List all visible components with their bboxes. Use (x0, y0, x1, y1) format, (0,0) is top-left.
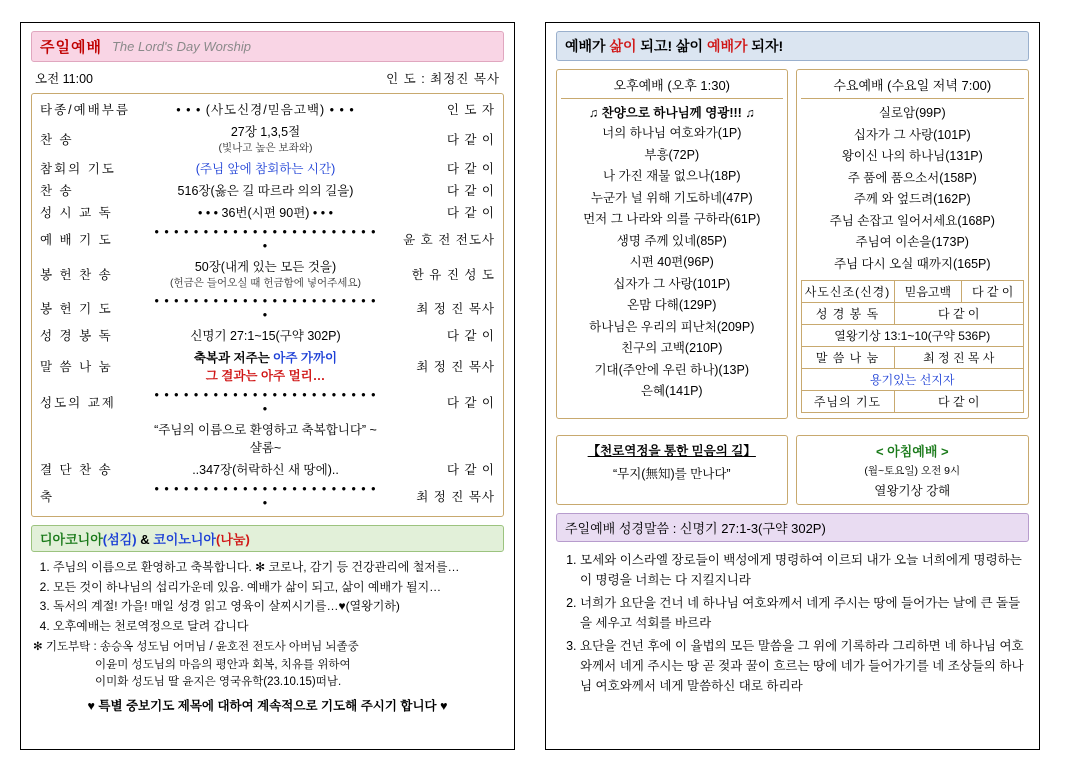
order-person: 다 같 이 (446, 206, 495, 220)
motto-bar (556, 31, 1029, 61)
wed-person: 다 같 이 (962, 281, 1024, 303)
order-label: 찬 송 (40, 132, 74, 147)
order-label: 참회의 기도 (40, 162, 116, 176)
list-item: 주 품에 품으소서(158P) (847, 170, 977, 185)
order-person: 다 같 이 (446, 463, 495, 477)
order-label: 성도의 교제 (40, 396, 116, 410)
list-item: 친구의 고백(210P) (621, 341, 723, 355)
order-person: 최 정 진 목사 (416, 302, 495, 316)
wed-person: 최 정 진 목 사 (894, 347, 1024, 369)
order-person: 최 정 진 목사 (416, 490, 495, 504)
order-person (381, 418, 497, 458)
order-content: (주님 앞에 참회하는 시간) (195, 162, 336, 176)
worship-title-korean: 주일예배 (40, 39, 102, 56)
order-content: • • • (사도신경/믿음고백) • • • (176, 103, 355, 117)
worship-subline (35, 69, 500, 87)
list-item: 3. 독서의 계절! 가을! 매일 성경 읽고 영육이 살찌시기를…♥(열왕기하) (53, 597, 502, 616)
afternoon-hymn-list (561, 123, 783, 403)
order-label: 성 시 교 독 (40, 206, 113, 220)
table-row (38, 324, 497, 346)
amp-label: & (136, 532, 154, 547)
order-label: 결 단 찬 송 (40, 463, 113, 477)
table-row (38, 386, 497, 418)
list-item: 4. 오후예배는 천로역정으로 달려 갑니다 (53, 617, 502, 636)
list-item: 십자가 그 사랑(101P) (613, 276, 731, 291)
list-item: 주님 다시 오실 때까지(165P) (833, 256, 991, 271)
list-item: 2. 너희가 요단을 건너 네 하나님 여호와께서 네게 주시는 땅에 들어가는 날에 큰 돌들을 세우고 석회를 바르라 (580, 593, 1027, 633)
order-label: 찬 송 (40, 184, 74, 198)
order-content (150, 120, 381, 157)
morning-service-time: (월~토요일) 오전 9시 (864, 465, 961, 477)
wed-middle: 믿음고백 (894, 281, 962, 303)
list-item: 누군가 널 위해 기도하네(47P) (590, 190, 753, 205)
diakonia-label: 디아코니아 (40, 532, 103, 547)
worship-title-english: The Lord's Day Worship (111, 39, 252, 54)
table-row (801, 391, 1024, 413)
list-item: 하나님은 우리의 피난처(209P) (589, 319, 755, 334)
wednesday-service-header: 수요예배 (수요일 저녁 7:00) (801, 75, 1025, 99)
order-content-main: 50장(내게 있는 모든 것을) (194, 260, 337, 274)
list-item: 실로암(99P) (878, 106, 946, 120)
order-person: 인 도 자 (446, 103, 495, 117)
order-label: 축 (40, 490, 55, 504)
table-row (38, 157, 497, 179)
order-of-worship-box (31, 93, 504, 517)
list-item: 1. 주님의 이름으로 환영하고 축복합니다. ✻ 코로나, 감기 등 건강관리에 철저를… (53, 558, 502, 577)
list-item: 왕이신 나의 하나님(131P) (841, 149, 983, 163)
bottom-boxes-row (556, 427, 1029, 505)
list-item: 부흥(72P) (644, 147, 700, 162)
list-item: 은혜(141P) (640, 384, 703, 398)
afternoon-service-box (556, 69, 788, 419)
table-row (38, 418, 497, 458)
list-item: 시편 40편(96P) (629, 255, 714, 269)
prayer-request-line: 이미화 성도님 딸 윤지은 영국유학(23.10.15)떠남. (95, 675, 342, 688)
motto-highlight2: 예배가 (706, 38, 748, 54)
order-label: 봉 헌 찬 송 (40, 267, 113, 282)
special-prayer-note: ♥ 특별 중보기도 제목에 대하여 계속적으로 기도해 주시기 합니다 ♥ (87, 699, 448, 714)
table-row (801, 347, 1024, 369)
table-row (801, 303, 1024, 325)
order-label: 예 배 기 도 (40, 233, 113, 247)
list-item: 나 가진 재물 없으나(18P) (602, 169, 741, 183)
wednesday-order-table (801, 280, 1025, 413)
wed-sermon-title: 용기있는 선지자 (801, 369, 1024, 391)
table-row (38, 120, 497, 157)
praise-line: ♫ 찬양으로 하나님께 영광!!! ♫ (588, 106, 755, 120)
order-content: 516장(옳은 길 따르라 의의 길을) (177, 184, 354, 198)
table-row (38, 201, 497, 223)
table-row (38, 223, 497, 255)
koinonia-sub: (나눔) (216, 532, 250, 547)
order-content: 신명기 27:1~15(구약 302P) (190, 329, 341, 343)
prayer-request-line: 송승옥 성도님 어머님 / 윤호전 전도사 아버님 뇌졸중 (99, 641, 359, 654)
wednesday-hymn-list (801, 103, 1025, 275)
worship-title-bar (31, 31, 504, 62)
list-item: 주께 와 엎드려(162P) (853, 192, 971, 206)
list-item: 생명 주께 있네(85P) (616, 233, 727, 248)
order-label: 타종/예배부름 (40, 103, 130, 117)
right-column (545, 22, 1040, 750)
table-row (38, 458, 497, 480)
order-label: 봉 헌 기 도 (40, 302, 113, 316)
worship-leader: 인 도 : 최정진 목사 (386, 72, 500, 86)
table-row (38, 98, 497, 120)
motto-part1: 예배가 (565, 38, 610, 54)
table-row (38, 480, 497, 512)
morning-service-text: 열왕기상 강해 (874, 484, 951, 498)
table-row (38, 255, 497, 292)
sermon-title-line2: 그 결과는 아주 멀리… (205, 369, 326, 383)
list-item: 주님 손잡고 일어서세요(168P) (829, 213, 995, 228)
wednesday-service-box (796, 69, 1030, 419)
order-label (38, 418, 150, 458)
table-row (801, 369, 1024, 391)
list-item: 3. 요단을 건넌 후에 이 율법의 모든 말씀을 그 위에 기록하라 그리하면 네 하나님 여호와께서 네게 주시는 땅 곧 젖과 꿀이 흐르는 땅에 네가 들어가기를 네 조상들의 하나님 여호와께서 네게 말씀하신 대로 하리라 (580, 636, 1027, 696)
order-content: • • • • • • • • • • • • • • • • • • • • • • • • (154, 225, 377, 253)
table-row (38, 346, 497, 386)
list-item: 온맘 다해(129P) (627, 298, 717, 312)
pilgrims-progress-box (556, 435, 788, 505)
announcements (33, 558, 502, 717)
worship-time: 오전 11:00 (35, 72, 93, 86)
list-item: 기대(주안에 우린 하나)(13P) (594, 362, 749, 377)
order-of-worship-table (38, 98, 497, 512)
scripture-bar: 주일예배 성경말씀 : 신명기 27:1-3(구약 302P) (556, 513, 1029, 542)
order-content: • • • • • • • • • • • • • • • • • • • • • • • • (154, 482, 377, 510)
list-item: 십자가 그 사랑(101P) (853, 127, 971, 142)
order-content: ..347장(허락하신 새 땅에).. (192, 463, 339, 477)
table-row (38, 179, 497, 201)
order-label: 성 경 봉 독 (40, 329, 113, 343)
order-content (150, 255, 381, 292)
list-item: 너의 하나님 여호와가(1P) (602, 126, 742, 140)
services-row (556, 69, 1029, 419)
table-row (801, 281, 1024, 303)
pilgrims-progress-title: 【천로역정을 통한 믿음의 길】 (587, 444, 756, 458)
diakonia-sub: (섬김) (102, 532, 137, 547)
order-person: 다 같 이 (446, 184, 495, 198)
left-column (20, 22, 515, 750)
order-content (150, 346, 381, 386)
wed-label: 말 씀 나 눔 (801, 347, 894, 369)
order-content: “주님의 이름으로 환영하고 축복합니다” ~샬롬~ (154, 423, 377, 455)
prayer-request-label: ✻ 기도부탁 : (33, 641, 97, 654)
order-label: 말 씀 나 눔 (40, 360, 113, 374)
table-row (38, 292, 497, 324)
table-row (801, 325, 1024, 347)
koinonia-label: 코이노니아 (153, 532, 216, 547)
wed-person: 다 같 이 (894, 303, 1024, 325)
list-item: 주님여 이손을(173P) (855, 235, 969, 249)
order-person: 다 같 이 (446, 396, 495, 410)
diakonia-koinonia-bar (31, 525, 504, 552)
order-person: 최 정 진 목사 (416, 360, 495, 374)
list-item: 먼저 그 나라와 의를 구하라(61P) (583, 212, 761, 226)
order-content-main: 27장 1,3,5절 (230, 125, 301, 139)
wed-scripture: 열왕기상 13:1~10(구약 536P) (801, 325, 1024, 347)
order-person: 다 같 이 (446, 329, 495, 343)
list-item: 1. 모세와 이스라엘 장로들이 백성에게 명령하여 이르되 내가 오늘 너희에게 명령하는 이 명령을 너희는 다 지킬지니라 (580, 550, 1027, 590)
order-person: 윤 호 전 전도사 (403, 233, 495, 247)
order-person: 다 같 이 (446, 132, 495, 147)
scripture-verses (558, 550, 1027, 696)
wed-label: 성 경 봉 독 (801, 303, 894, 325)
motto-part2: 되고! 삶이 (636, 38, 707, 54)
order-content: • • • • • • • • • • • • • • • • • • • • • • • • (154, 388, 377, 416)
order-content-note: (헌금은 들어오실 때 헌금함에 넣어주세요) (169, 277, 362, 289)
sermon-title-line1: 축복과 저주는 아주 가까이 (193, 351, 338, 365)
order-content: • • • 36번(시편 90편) • • • (197, 206, 333, 220)
morning-service-box (796, 435, 1029, 505)
prayer-request-block (33, 639, 502, 691)
wed-person: 다 같 이 (894, 391, 1024, 413)
motto-highlight1: 삶이 (609, 38, 637, 54)
list-item: 2. 모든 것이 하나님의 섭리가운데 있음. 예배가 삶이 되고, 삶이 예배가 될지… (53, 578, 502, 597)
wed-label: 사도신조(신경) (801, 281, 894, 303)
prayer-request-line: 이윤미 성도님의 마음의 평안과 회복, 치유를 위하여 (95, 658, 351, 671)
morning-service-title: < 아침예배 > (875, 444, 949, 459)
wed-label: 주님의 기도 (801, 391, 894, 413)
motto-part3: 되자! (747, 38, 784, 54)
order-content: • • • • • • • • • • • • • • • • • • • • • • • • (154, 294, 377, 322)
order-person: 한 유 진 성 도 (411, 267, 495, 282)
order-content-note: (빛나고 높은 보좌와) (218, 142, 313, 154)
order-person: 다 같 이 (446, 162, 495, 176)
pilgrims-progress-subtitle: “무지(無知)를 만나다” (612, 467, 731, 481)
afternoon-service-header: 오후예배 (오후 1:30) (561, 75, 783, 99)
